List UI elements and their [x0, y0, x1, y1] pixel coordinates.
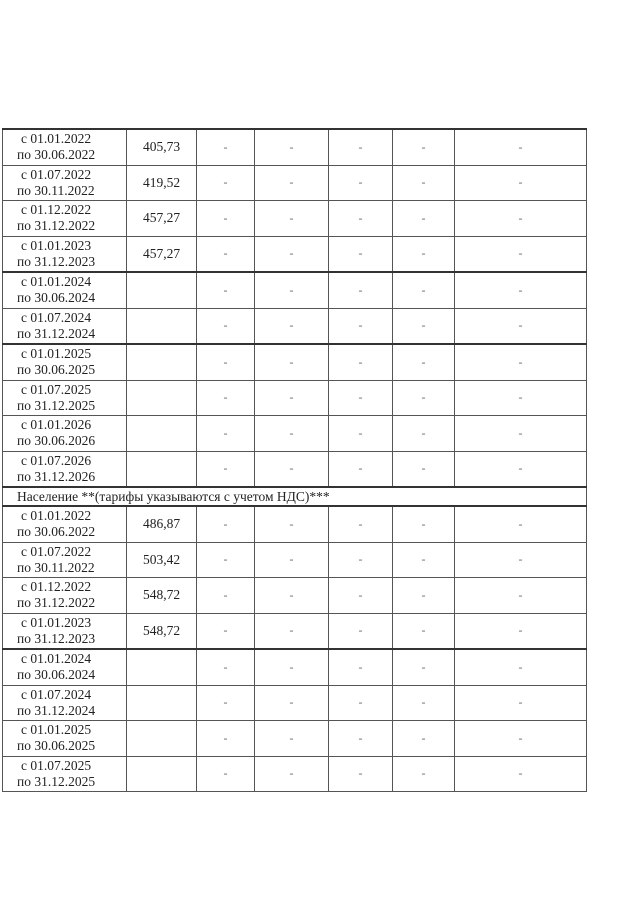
- empty-value-dash: -: [329, 416, 393, 452]
- empty-value-dash: -: [255, 380, 329, 416]
- period-to: по 31.12.2023: [17, 253, 96, 269]
- empty-value-dash: -: [255, 451, 329, 487]
- period-to: по 31.12.2022: [17, 218, 96, 234]
- empty-value-dash: -: [455, 416, 587, 452]
- empty-value-dash: -: [197, 380, 255, 416]
- period-from: с 01.01.2023: [21, 614, 92, 630]
- tariff-row: [3, 416, 587, 452]
- empty-value-dash: -: [455, 649, 587, 685]
- period-to: по 31.12.2022: [17, 595, 96, 611]
- empty-value-dash: -: [455, 344, 587, 380]
- empty-value-dash: -: [455, 451, 587, 487]
- period-cell: [3, 578, 127, 614]
- empty-value-dash: -: [455, 506, 587, 542]
- empty-value-dash: -: [455, 308, 587, 344]
- tariff-row: [3, 451, 587, 487]
- empty-value-dash: -: [393, 236, 455, 272]
- period-cell: [3, 506, 127, 542]
- tariff-row: [3, 613, 587, 649]
- empty-value-dash: -: [197, 201, 255, 237]
- tariff-row: [3, 344, 587, 380]
- empty-value-dash: -: [455, 236, 587, 272]
- empty-value-dash: -: [393, 451, 455, 487]
- empty-value-dash: -: [197, 272, 255, 308]
- period-to: по 30.06.2022: [17, 524, 96, 540]
- empty-value-dash: -: [197, 344, 255, 380]
- empty-value-dash: -: [329, 451, 393, 487]
- empty-value-dash: -: [197, 756, 255, 792]
- empty-value-dash: -: [455, 542, 587, 578]
- period-cell: [3, 685, 127, 721]
- period-cell: [3, 236, 127, 272]
- period-from: с 01.07.2024: [21, 686, 92, 702]
- empty-value-dash: -: [255, 613, 329, 649]
- empty-value-dash: -: [197, 506, 255, 542]
- empty-value-dash: -: [455, 380, 587, 416]
- empty-value-dash: -: [255, 344, 329, 380]
- period-from: с 01.01.2025: [21, 722, 92, 738]
- tariff-table: [2, 128, 587, 792]
- empty-value-dash: -: [393, 649, 455, 685]
- empty-value-dash: -: [329, 272, 393, 308]
- empty-value-dash: -: [329, 685, 393, 721]
- period-cell: [3, 613, 127, 649]
- tariff-value: [127, 756, 197, 792]
- empty-value-dash: -: [197, 649, 255, 685]
- period-from: с 01.01.2025: [21, 346, 92, 362]
- period-from: с 01.07.2022: [21, 166, 92, 182]
- empty-value-dash: -: [329, 613, 393, 649]
- period-cell: [3, 129, 127, 165]
- period-cell: [3, 201, 127, 237]
- tariff-value: [127, 649, 197, 685]
- period-from: с 01.01.2024: [21, 274, 92, 290]
- empty-value-dash: -: [255, 685, 329, 721]
- tariff-row: [3, 165, 587, 201]
- tariff-value: 548,72: [127, 578, 197, 614]
- tariff-table-body: [3, 129, 587, 792]
- tariff-value: 457,27: [127, 201, 197, 237]
- period-cell: [3, 451, 127, 487]
- empty-value-dash: -: [455, 613, 587, 649]
- empty-value-dash: -: [455, 129, 587, 165]
- tariff-value: [127, 451, 197, 487]
- period-to: по 31.12.2023: [17, 630, 96, 646]
- period-from: с 01.07.2026: [21, 452, 92, 468]
- empty-value-dash: -: [329, 344, 393, 380]
- empty-value-dash: -: [393, 721, 455, 757]
- empty-value-dash: -: [329, 165, 393, 201]
- period-from: с 01.01.2022: [21, 131, 92, 147]
- period-from: с 01.01.2026: [21, 417, 92, 433]
- period-to: по 30.06.2022: [17, 147, 96, 163]
- period-from: с 01.01.2023: [21, 237, 92, 253]
- empty-value-dash: -: [393, 201, 455, 237]
- empty-value-dash: -: [255, 308, 329, 344]
- period-from: с 01.12.2022: [21, 202, 92, 218]
- empty-value-dash: -: [255, 542, 329, 578]
- empty-value-dash: -: [393, 578, 455, 614]
- tariff-value: [127, 721, 197, 757]
- period-from: с 01.01.2022: [21, 508, 92, 524]
- period-cell: [3, 272, 127, 308]
- tariff-row: [3, 578, 587, 614]
- empty-value-dash: -: [455, 578, 587, 614]
- section-title: Население **(тарифы указываются с учетом НДС)***: [3, 487, 587, 506]
- empty-value-dash: -: [393, 129, 455, 165]
- tariff-row: [3, 201, 587, 237]
- period-from: с 01.01.2024: [21, 651, 92, 667]
- empty-value-dash: -: [393, 165, 455, 201]
- tariff-value: 486,87: [127, 506, 197, 542]
- empty-value-dash: -: [455, 201, 587, 237]
- empty-value-dash: -: [329, 578, 393, 614]
- empty-value-dash: -: [197, 578, 255, 614]
- period-from: с 01.12.2022: [21, 579, 92, 595]
- empty-value-dash: -: [329, 201, 393, 237]
- empty-value-dash: -: [197, 416, 255, 452]
- period-to: по 30.06.2024: [17, 667, 96, 683]
- section-header-row: [3, 487, 587, 506]
- empty-value-dash: -: [393, 685, 455, 721]
- empty-value-dash: -: [393, 272, 455, 308]
- tariff-value: [127, 416, 197, 452]
- empty-value-dash: -: [393, 380, 455, 416]
- tariff-value: 405,73: [127, 129, 197, 165]
- tariff-row: [3, 542, 587, 578]
- period-to: по 31.12.2024: [17, 702, 96, 718]
- tariff-row: [3, 685, 587, 721]
- empty-value-dash: -: [393, 344, 455, 380]
- tariff-row: [3, 380, 587, 416]
- empty-value-dash: -: [197, 165, 255, 201]
- tariff-value: [127, 308, 197, 344]
- empty-value-dash: -: [393, 416, 455, 452]
- period-cell: [3, 721, 127, 757]
- tariff-value: 457,27: [127, 236, 197, 272]
- period-cell: [3, 649, 127, 685]
- period-cell: [3, 165, 127, 201]
- empty-value-dash: -: [329, 721, 393, 757]
- tariff-row: [3, 649, 587, 685]
- period-to: по 31.12.2026: [17, 468, 96, 484]
- period-to: по 30.11.2022: [17, 559, 95, 575]
- period-to: по 31.12.2024: [17, 325, 96, 341]
- empty-value-dash: -: [455, 756, 587, 792]
- empty-value-dash: -: [255, 129, 329, 165]
- empty-value-dash: -: [255, 506, 329, 542]
- empty-value-dash: -: [393, 613, 455, 649]
- period-to: по 31.12.2025: [17, 773, 96, 789]
- empty-value-dash: -: [255, 721, 329, 757]
- empty-value-dash: -: [329, 506, 393, 542]
- empty-value-dash: -: [197, 308, 255, 344]
- empty-value-dash: -: [329, 380, 393, 416]
- tariff-row: [3, 721, 587, 757]
- empty-value-dash: -: [197, 613, 255, 649]
- empty-value-dash: -: [255, 272, 329, 308]
- period-to: по 31.12.2025: [17, 397, 96, 413]
- empty-value-dash: -: [455, 685, 587, 721]
- tariff-row: [3, 236, 587, 272]
- tariff-value: [127, 344, 197, 380]
- empty-value-dash: -: [255, 165, 329, 201]
- empty-value-dash: -: [329, 236, 393, 272]
- empty-value-dash: -: [393, 506, 455, 542]
- empty-value-dash: -: [255, 236, 329, 272]
- period-to: по 30.06.2024: [17, 290, 96, 306]
- tariff-value: 503,42: [127, 542, 197, 578]
- tariff-value: 419,52: [127, 165, 197, 201]
- period-from: с 01.07.2024: [21, 309, 92, 325]
- empty-value-dash: -: [197, 721, 255, 757]
- tariff-value: 548,72: [127, 613, 197, 649]
- empty-value-dash: -: [455, 721, 587, 757]
- empty-value-dash: -: [197, 129, 255, 165]
- period-cell: [3, 416, 127, 452]
- empty-value-dash: -: [329, 649, 393, 685]
- period-to: по 30.06.2025: [17, 362, 96, 378]
- empty-value-dash: -: [393, 308, 455, 344]
- tariff-row: [3, 129, 587, 165]
- empty-value-dash: -: [255, 756, 329, 792]
- tariff-row: [3, 272, 587, 308]
- period-to: по 30.11.2022: [17, 182, 95, 198]
- empty-value-dash: -: [197, 542, 255, 578]
- empty-value-dash: -: [455, 272, 587, 308]
- period-from: с 01.07.2022: [21, 543, 92, 559]
- empty-value-dash: -: [455, 165, 587, 201]
- period-from: с 01.07.2025: [21, 381, 92, 397]
- tariff-row: [3, 308, 587, 344]
- empty-value-dash: -: [255, 416, 329, 452]
- empty-value-dash: -: [393, 542, 455, 578]
- empty-value-dash: -: [255, 578, 329, 614]
- period-cell: [3, 380, 127, 416]
- empty-value-dash: -: [255, 649, 329, 685]
- tariff-value: [127, 685, 197, 721]
- empty-value-dash: -: [255, 201, 329, 237]
- period-cell: [3, 542, 127, 578]
- tariff-row: [3, 506, 587, 542]
- tariff-document: [2, 128, 586, 792]
- empty-value-dash: -: [329, 542, 393, 578]
- period-to: по 30.06.2026: [17, 433, 96, 449]
- empty-value-dash: -: [197, 685, 255, 721]
- empty-value-dash: -: [197, 451, 255, 487]
- tariff-value: [127, 272, 197, 308]
- empty-value-dash: -: [393, 756, 455, 792]
- empty-value-dash: -: [197, 236, 255, 272]
- empty-value-dash: -: [329, 308, 393, 344]
- period-cell: [3, 344, 127, 380]
- period-to: по 30.06.2025: [17, 738, 96, 754]
- empty-value-dash: -: [329, 129, 393, 165]
- period-from: с 01.07.2025: [21, 757, 92, 773]
- period-cell: [3, 308, 127, 344]
- tariff-value: [127, 380, 197, 416]
- empty-value-dash: -: [329, 756, 393, 792]
- tariff-row: [3, 756, 587, 792]
- period-cell: [3, 756, 127, 792]
